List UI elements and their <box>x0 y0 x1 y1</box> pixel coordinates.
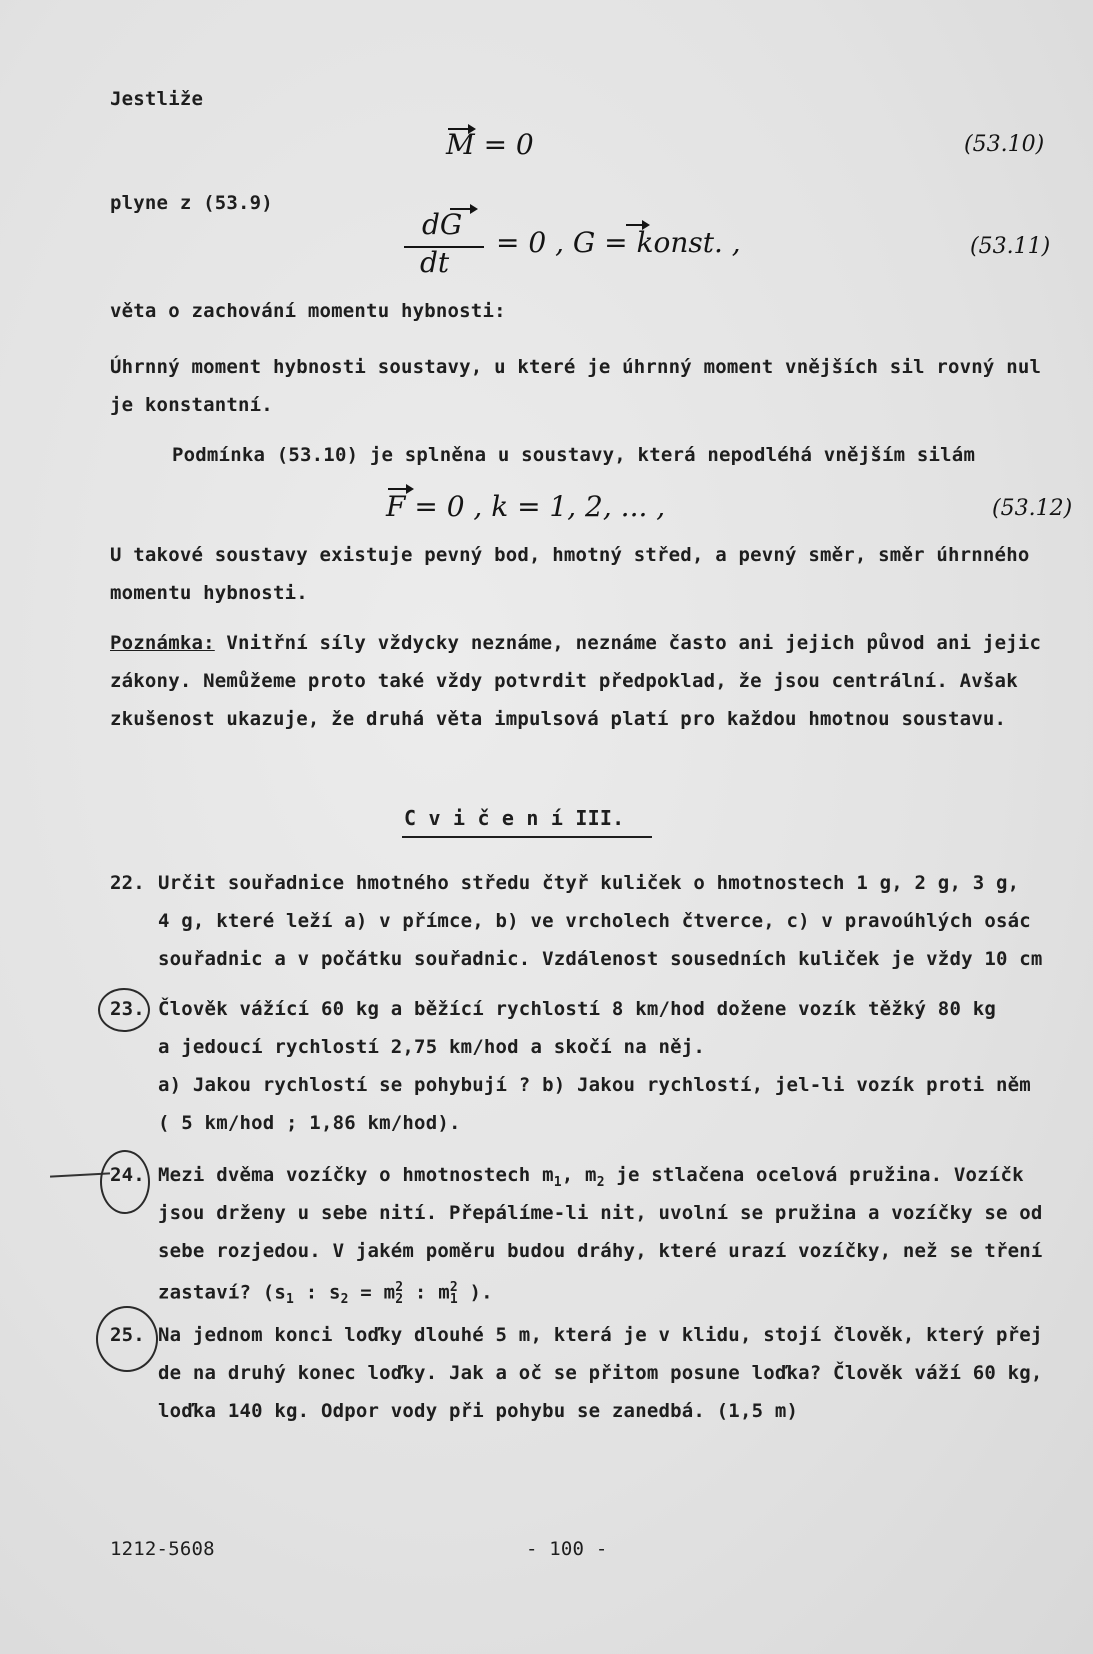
text-line: Člověk vážící 60 kg a běžící rychlostí 8 km/hod dožene vozík těžký 80 kg <box>158 998 997 1020</box>
text-line: zkušenost ukazuje, že druhá věta impulsová platí pro každou hmotnou soustavu. <box>110 708 1007 730</box>
note-text: Vnitřní síly vždycky neznáme, neznáme často ani jejich původ ani jejic <box>214 632 1042 654</box>
text-line: plyne z (53.9) <box>110 192 273 214</box>
text-line: 4 g, které leží a) v přímce, b) ve vrcholech čtverce, c) v pravoúhlých osác <box>158 910 1031 932</box>
text-line: a jedoucí rychlostí 2,75 km/hod a skočí na něj. <box>158 1036 706 1058</box>
text-line: souřadnic a v počátku souřadnic. Vzdálenost sousedních kuliček je vždy 10 cm <box>158 948 1043 970</box>
text-line: Jestliže <box>110 88 204 110</box>
text-line: ( 5 km/hod ; 1,86 km/hod). <box>158 1112 461 1134</box>
text-line: zastaví? ($s_1$ : $s_2 = m^2_2$ : $m^2_1$ ). <box>158 1280 493 1308</box>
text-line: a) Jakou rychlostí se pohybují ? b) Jakou rychlostí, jel-li vozík proti něm <box>158 1074 1031 1096</box>
section-title-underline <box>402 836 652 838</box>
equation-number: (53.10) <box>964 132 1045 157</box>
text-line: U takové soustavy existuje pevný bod, hmotný střed, a pevný směr, směr úhrnného <box>110 544 1030 566</box>
equation-53-12: F = 0 , k = 1, 2, ... , <box>386 490 666 523</box>
note-line <box>110 632 1041 654</box>
fraction-denominator: dt <box>420 246 450 279</box>
text-line: zákony. Nemůžeme proto také vždy potvrdit předpoklad, že jsou centrální. Avšak <box>110 670 1018 692</box>
text-line: momentu hybnosti. <box>110 582 308 604</box>
page-number: - 100 - <box>526 1538 608 1560</box>
text-line: Podmínka (53.10) je splněna u soustavy, která nepodléhá vnějším silám <box>172 444 976 466</box>
text-line: Určit souřadnice hmotného středu čtyř kuliček o hmotnostech 1 g, 2 g, 3 g, <box>158 872 1020 894</box>
exercise-number: 25. <box>110 1324 145 1346</box>
footer-code: 1212-5608 <box>110 1538 215 1560</box>
text-line: jsou drženy u sebe nití. Přepálíme-li nit, uvolní se pružina a vozíčky se od <box>158 1202 1043 1224</box>
text-line: sebe rozjedou. V jakém poměru budou dráhy, které urazí vozíčky, než se tření <box>158 1240 1043 1262</box>
text-line: je konstantní. <box>110 394 273 416</box>
text-line: věta o zachování momentu hybnosti: <box>110 300 506 322</box>
exercise-number: 23. <box>110 998 145 1020</box>
equation-53-10: M = 0 <box>446 128 534 161</box>
text-line: de na druhý konec loďky. Jak a oč se přitom posune loďka? Člověk váží 60 kg, <box>158 1362 1043 1384</box>
exercise-number: 22. <box>110 872 145 894</box>
text-line: Úhrnný moment hybnosti soustavy, u které je úhrnný moment vnějších sil rovný nul <box>110 356 1042 378</box>
text-line: Na jednom konci loďky dlouhé 5 m, která je v klidu, stojí člověk, který přej <box>158 1324 1043 1346</box>
equation-number: (53.11) <box>970 234 1051 259</box>
equation-number: (53.12) <box>992 496 1073 521</box>
note-label: Poznámka: <box>110 632 215 654</box>
fraction-numerator: dG <box>422 208 463 241</box>
equation-53-11: = 0 , G = konst. , <box>496 226 741 259</box>
text-line: loďka 140 kg. Odpor vody při pohybu se zanedbá. (1,5 m) <box>158 1400 799 1422</box>
exercise-number: 24. <box>110 1164 145 1186</box>
section-title: C v i č e n í III. <box>404 806 625 830</box>
text-line: Mezi dvěma vozíčky o hmotnostech $m_1$, $m_2$ je stlačena ocelová pružina. Vozíčk <box>158 1164 1024 1190</box>
